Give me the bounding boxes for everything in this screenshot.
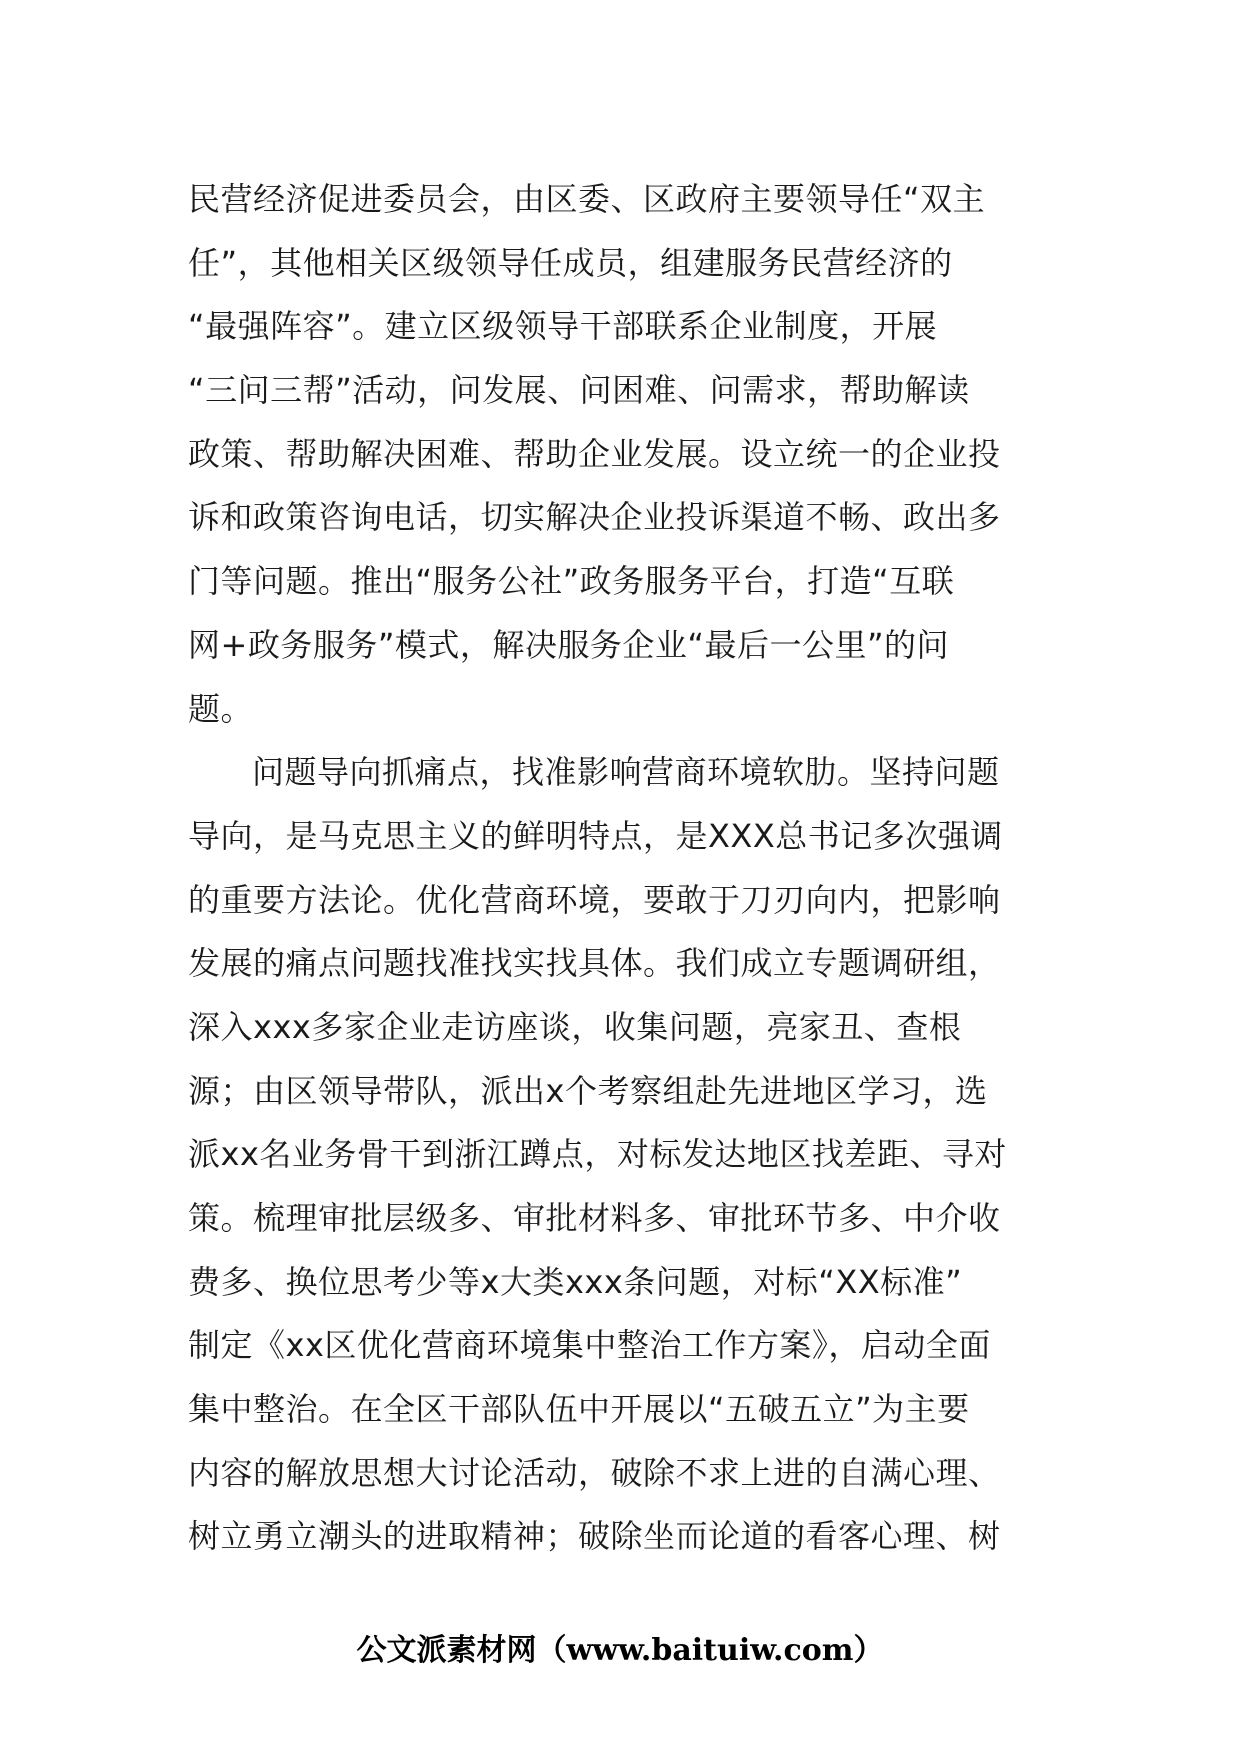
text-line: 题。 xyxy=(188,689,254,728)
text-line: 发展的痛点问题找准找实找具体。我们成立专题调研组， xyxy=(188,944,1001,983)
text-line: 问题导向抓痛点，找准影响营商环境软肋。坚持问题 xyxy=(252,753,1000,792)
text-line: 网+政务服务”模式，解决服务企业“最后一公里”的问 xyxy=(188,625,950,664)
document-body xyxy=(188,168,1058,1569)
text-line: 任”，其他相关区级领导任成员，组建服务民营经济的 xyxy=(188,243,953,282)
text-line: 政策、帮助解决困难、帮助企业发展。设立统一的企业投 xyxy=(188,434,1001,473)
text-line: 门等问题。推出“服务公社”政务服务平台，打造“互联 xyxy=(188,562,955,601)
text-line: 的重要方法论。优化营商环境，要敢于刀刃向内，把影响 xyxy=(188,880,1001,919)
text-line: 费多、换位思考少等x大类xxx条问题，对标“XX标准” xyxy=(188,1262,963,1301)
text-line: 民营经济促进委员会，由区委、区政府主要领导任“双主 xyxy=(188,180,986,218)
text-line: 内容的解放思想大讨论活动，破除不求上进的自满心理、 xyxy=(188,1453,1001,1492)
text-line: 集中整治。在全区干部队伍中开展以“五破五立”为主要 xyxy=(188,1390,970,1429)
text-line: 制定《xx区优化营商环境集中整治工作方案》，启动全面 xyxy=(188,1326,991,1365)
text-line: 树立勇立潮头的进取精神；破除坐而论道的看客心理、树 xyxy=(188,1517,1001,1556)
text-line: 策。梳理审批层级多、审批材料多、审批环节多、中介收 xyxy=(188,1199,1001,1237)
text-line: 源；由区领导带队，派出x个考察组赴先进地区学习，选 xyxy=(188,1071,988,1110)
text-line: “三问三帮”活动，问发展、问困难、问需求，帮助解读 xyxy=(188,371,970,410)
text-line: 导向，是马克思主义的鲜明特点，是XXX总书记多次强调 xyxy=(188,816,1003,855)
text-line: 派xx名业务骨干到浙江蹲点，对标发达地区找差距、寻对 xyxy=(188,1135,1007,1174)
text-line: 诉和政策咨询电话，切实解决企业投诉渠道不畅、政出多 xyxy=(188,498,1001,537)
text-line: 深入xxx多家企业走访座谈，收集问题，亮家丑、查根 xyxy=(188,1007,962,1046)
text-line: “最强阵容”。建立区级领导干部联系企业制度，开展 xyxy=(188,307,938,346)
footer-watermark: 公文派素材网（www.baituiw.com） xyxy=(356,1633,884,1668)
